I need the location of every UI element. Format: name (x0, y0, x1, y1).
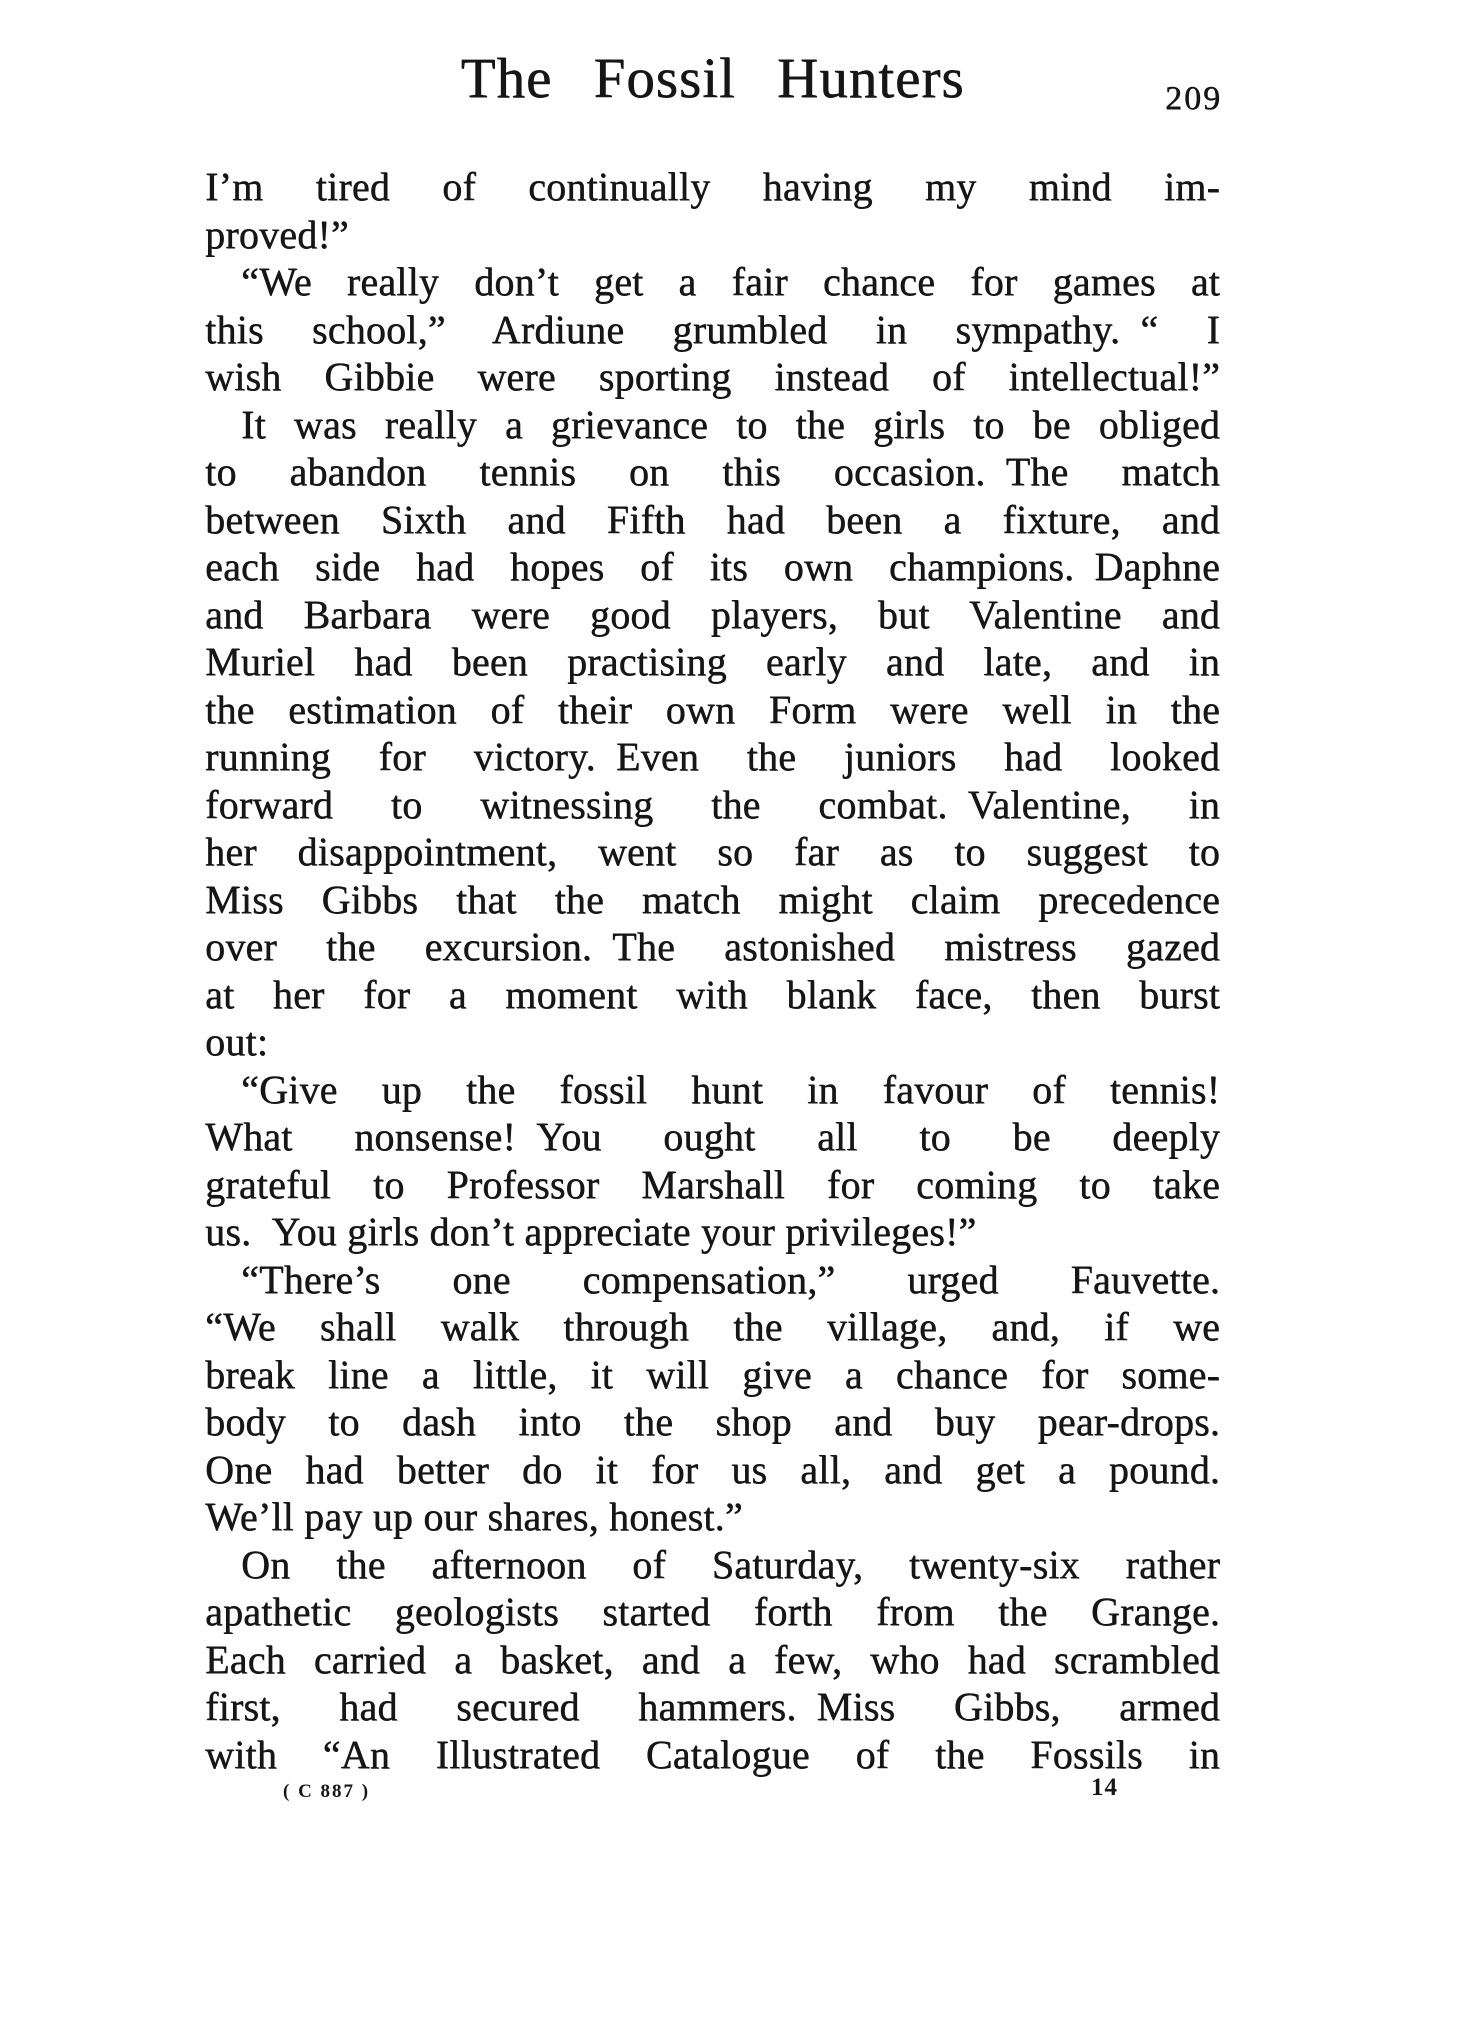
text-line: forward to witnessing the combat. Valentine, in (205, 781, 1220, 827)
text-line: first, had secured hammers. Miss Gibbs, armed (205, 1684, 1220, 1729)
text-line: wish Gibbie were sporting instead of intellectual!” (205, 354, 1220, 399)
text-line: Each carried a basket, and a few, who had scrambled (205, 1636, 1220, 1682)
text-line: at her for a moment with blank face, then burst (205, 971, 1220, 1017)
text-line: What nonsense! You ought all to be deeply (205, 1114, 1220, 1159)
text-line: out: (205, 1019, 269, 1064)
text-line: Muriel had been practising early and late, and in (205, 639, 1220, 684)
page-number: 209 (1165, 80, 1222, 117)
text-line: “Give up the fossil hunt in favour of tennis! (241, 1066, 1220, 1112)
text-line: “We really don’t get a fair chance for games at (241, 259, 1220, 304)
text-line: body to dash into the shop and buy pear-drops. (205, 1399, 1220, 1444)
text-line: running for victory. Even the juniors had looked (205, 734, 1220, 779)
text-line: over the excursion. The astonished mistress gazed (205, 924, 1220, 969)
page-title: The Fossil Hunters (460, 47, 965, 110)
text-line: We’ll pay up our shares, honest.” (205, 1494, 743, 1539)
body-text (205, 163, 1220, 1778)
text-line: with “An Illustrated Catalogue of the Fossils in (205, 1731, 1220, 1777)
text-line: break line a little, it will give a chance for some- (205, 1351, 1220, 1397)
text-line: Miss Gibbs that the match might claim precedence (205, 876, 1220, 922)
text-line: the estimation of their own Form were well in the (205, 686, 1220, 732)
text-line: us. You girls don’t appreciate your privileges!” (205, 1209, 977, 1254)
printer-signature: ( C 887 ) (283, 1781, 371, 1802)
text-line: apathetic geologists started forth from the Grange. (205, 1589, 1220, 1634)
text-line: It was really a grievance to the girls to be obliged (241, 401, 1220, 447)
text-line: On the afternoon of Saturday, twenty-six rather (241, 1541, 1220, 1587)
text-line: and Barbara were good players, but Valentine and (205, 591, 1220, 637)
text-line: “We shall walk through the village, and, if we (205, 1304, 1220, 1349)
text-line: One had better do it for us all, and get a pound. (205, 1446, 1220, 1492)
text-line: each side had hopes of its own champions. Daphne (205, 544, 1220, 589)
text-line: proved!” (205, 211, 349, 257)
text-line: this school,” Ardiune grumbled in sympathy. “ I (205, 306, 1220, 352)
text-line: her disappointment, went so far as to suggest to (205, 829, 1220, 874)
text-line: “There’s one compensation,” urged Fauvette. (241, 1256, 1220, 1302)
gathering-number: 14 (1091, 1774, 1118, 1801)
text-line: between Sixth and Fifth had been a fixture, and (205, 496, 1220, 542)
text-line: to abandon tennis on this occasion. The match (205, 449, 1220, 494)
text-line: grateful to Professor Marshall for coming to take (205, 1161, 1220, 1207)
page-header (205, 46, 1220, 111)
text-line: I’m tired of continually having my mind im- (205, 164, 1220, 209)
